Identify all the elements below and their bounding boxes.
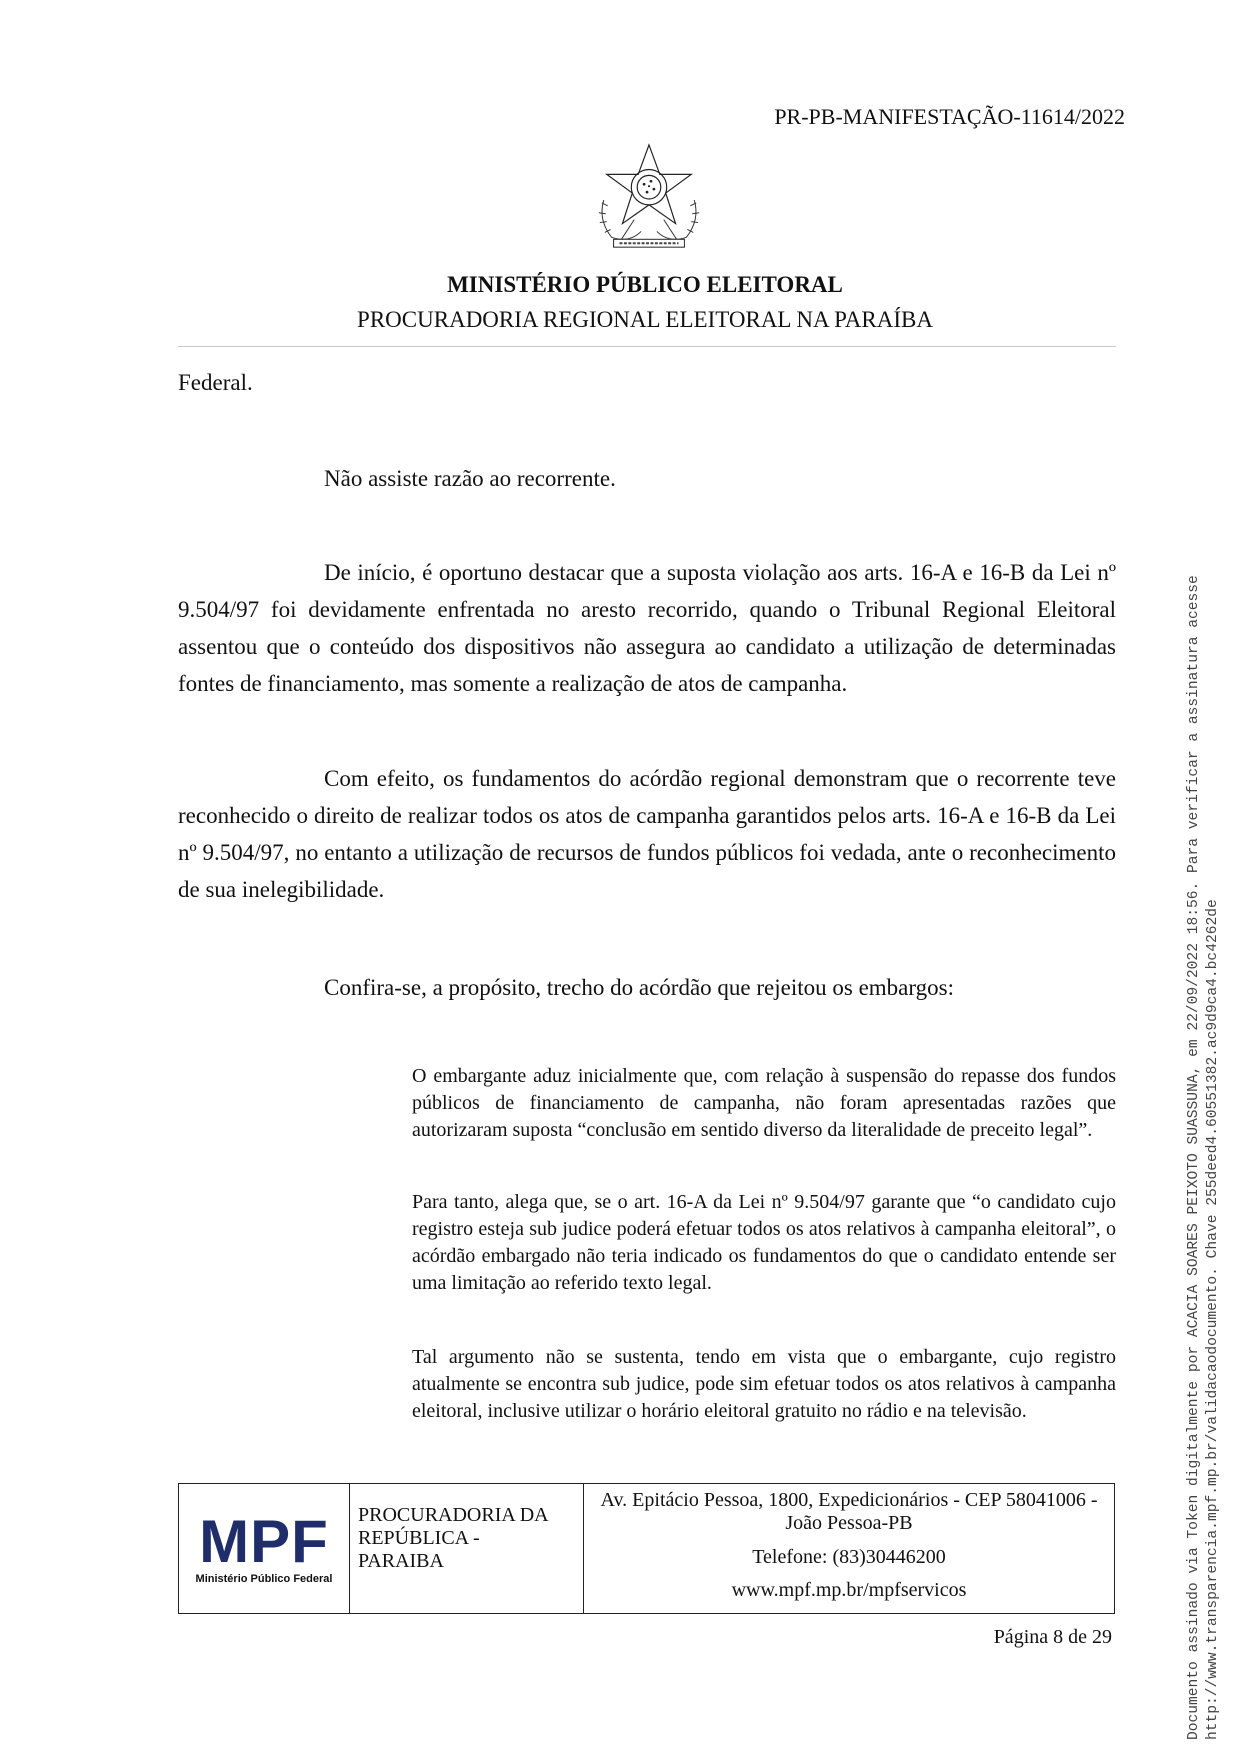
mpf-logo-tagline: Ministério Público Federal (195, 1572, 333, 1585)
quote-paragraph-3: Tal argumento não se sustenta, tendo em vista que o embargante, cujo registro atualmente se encontra sub judice, pode sim efetuar todos os atos relativos à campanha eleitoral, inclusive utilizar o horário eleitoral gratuito no rádio e na televisão. (412, 1346, 1116, 1422)
footer-address: Av. Epitácio Pessoa, 1800, Expedicionários - CEP 58041006 - João Pessoa-PB (600, 1489, 1098, 1534)
quote-paragraph-1: O embargante aduz inicialmente que, com relação à suspensão do repasse dos fundos públicos de financiamento de campanha, não foram apresentadas razões que autorizaram suposta “conclusão em sentido diverso da literalidade de preceito legal”. (412, 1065, 1116, 1141)
page-number: Página 8 de 29 (993, 1626, 1112, 1648)
footer-website[interactable]: www.mpf.mp.br/mpfservicos (731, 1579, 967, 1601)
unit-line-2: REPÚBLICA - (358, 1527, 480, 1549)
document-id: PR-PB-MANIFESTAÇÃO-11614/2022 (774, 104, 1125, 129)
paragraph-continuation: Federal. (178, 370, 253, 395)
org-subtitle: PROCURADORIA REGIONAL ELEITORAL NA PARAÍBA (357, 307, 933, 332)
paragraph-4: Confira-se, a propósito, trecho do acórdão que rejeitou os embargos: (324, 975, 954, 1000)
signature-stamp (1185, 575, 1223, 1740)
signature-line-1: Documento assinado via Token digitalmente por ACACIA SOARES PEIXOTO SUASSUNA, em 22/09/2022 18:56. Para verificar a assinatura acesse (1186, 575, 1202, 1740)
header-divider (178, 346, 1116, 347)
paragraph-2: De início, é oportuno destacar que a suposta violação aos arts. 16-A e 16-B da Lei nº 9.504/97 foi devidamente enfrentada no aresto recorrido, quando o Tribunal Regional Eleitoral assentou que o conteúdo dos dispositivos não assegura ao candidato a utilização de determinadas fontes de financiamento, mas somente a realização de atos de campanha. (178, 560, 1116, 696)
paragraph-1: Não assiste razão ao recorrente. (324, 466, 616, 491)
mpf-logo (179, 1484, 350, 1613)
footer-contact (584, 1484, 1114, 1613)
footer-box (178, 1483, 1115, 1614)
signature-line-2[interactable]: http://www.transparencia.mpf.mp.br/validacaodocumento. Chave 255deed4.60551382.ac9d9ca4.bc4262de (1205, 899, 1221, 1740)
mpf-logo-text: MPF (199, 1507, 329, 1575)
footer-unit (350, 1484, 584, 1613)
unit-line-3: PARAIBA (358, 1550, 444, 1572)
footer-phone: Telefone: (83)30446200 (752, 1546, 946, 1568)
brazil-coat-of-arms-icon (590, 140, 708, 255)
org-name: MINISTÉRIO PÚBLICO ELEITORAL (447, 272, 843, 297)
unit-line-1: PROCURADORIA DA (358, 1504, 549, 1526)
paragraph-3: Com efeito, os fundamentos do acórdão regional demonstram que o recorrente teve reconhecido o direito de realizar todos os atos de campanha garantidos pelos arts. 16-A e 16-B da Lei nº 9.504/97, no entanto a utilização de recursos de fundos públicos foi vedada, ante o reconhecimento de sua inelegibilidade. (178, 766, 1116, 902)
quote-paragraph-2: Para tanto, alega que, se o art. 16-A da Lei nº 9.504/97 garante que “o candidato cujo registro esteja sub judice poderá efetuar todos os atos relativos à campanha eleitoral”, o acórdão embargado não teria indicado os fundamentos do que o candidato entende ser uma limitação ao referido texto legal. (412, 1191, 1116, 1294)
